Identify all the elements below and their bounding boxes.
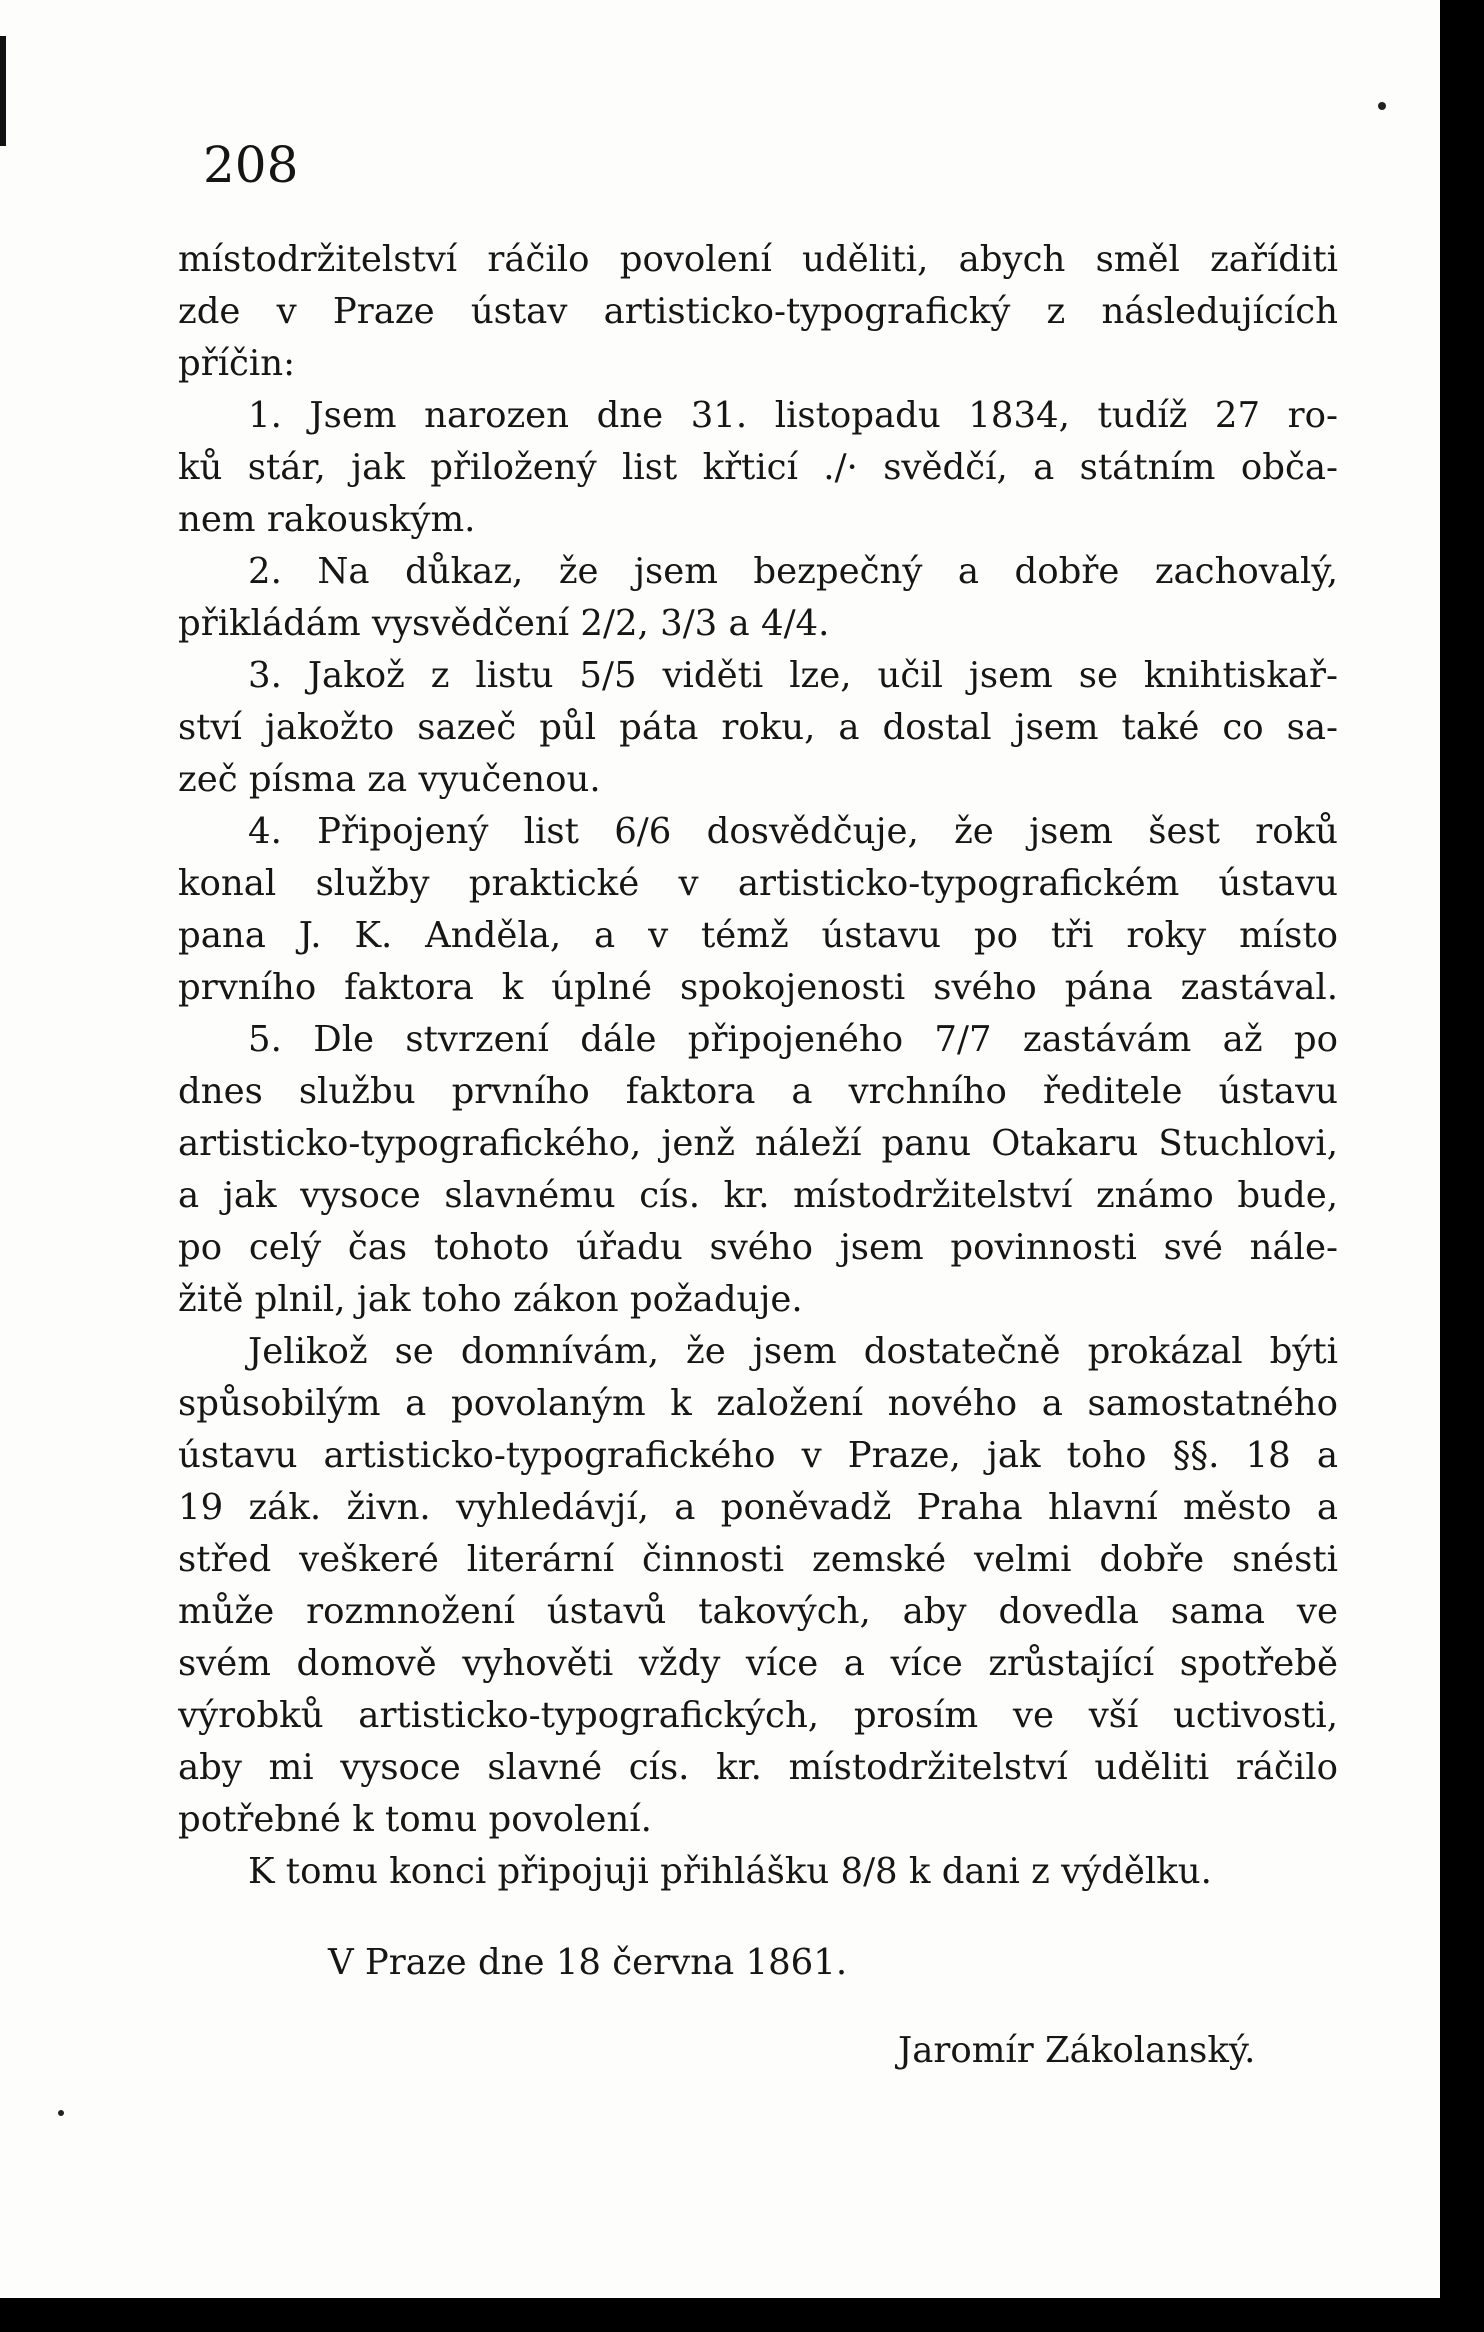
text-line: potřebné k tomu povolení. — [178, 1799, 652, 1840]
text-line: svém domově vyhověti vždy více a více zrůstající spotřebě — [178, 1643, 1338, 1684]
text-line: 3. Jakož z listu 5/5 viděti lze, učil jsem se knihtiskař- — [248, 655, 1338, 696]
text-line: spůsobilým a povolaným k založení nového a samostatného — [178, 1383, 1338, 1424]
text-line: 2. Na důkaz, že jsem bezpečný a dobře zachovalý, — [248, 551, 1338, 592]
text-line: artisticko-typografického, jenž náleží panu Otakaru Stuchlovi, — [178, 1123, 1338, 1164]
ink-speck — [58, 2110, 64, 2116]
text-line: nem rakouským. — [178, 499, 476, 540]
body-text — [178, 234, 1338, 1898]
text-line: ústavu artisticko-typografického v Praze, jak toho §§. 18 a — [178, 1435, 1338, 1476]
text-line: po celý čas tohoto úřadu svého jsem povinnosti své nále- — [178, 1227, 1338, 1268]
text-line: 1. Jsem narozen dne 31. listopadu 1834, tudíž 27 ro- — [248, 395, 1338, 436]
scan-edge-mark — [0, 36, 6, 146]
text-line: aby mi vysoce slavné cís. kr. místodržitelství uděliti ráčilo — [178, 1747, 1338, 1788]
text-line: dnes službu prvního faktora a vrchního ředitele ústavu — [178, 1071, 1338, 1112]
date-line: V Praze dne 18 června 1861. — [328, 1942, 848, 1983]
text-line: přikládám vysvědčení 2/2, 3/3 a 4/4. — [178, 603, 830, 644]
text-line: pana J. K. Anděla, a v témž ústavu po tři roky místo — [178, 915, 1338, 956]
text-line: 19 zák. živn. vyhledávjí, a poněvadž Praha hlavní město a — [178, 1487, 1338, 1528]
text-line: střed veškeré literární činnosti zemské velmi dobře snésti — [178, 1539, 1338, 1580]
text-line: 5. Dle stvrzení dále připojeného 7/7 zastávám až po — [248, 1019, 1338, 1060]
page-number: 208 — [203, 136, 299, 194]
text-line: zeč písma za vyučenou. — [178, 759, 601, 800]
text-line: místodržitelství ráčilo povolení uděliti, abych směl zaříditi — [178, 239, 1338, 280]
text-line: 4. Připojený list 6/6 dosvědčuje, že jsem šest roků — [248, 811, 1338, 852]
text-line: příčin: — [178, 343, 296, 384]
text-line: prvního faktora k úplné spokojenosti svého pána zastával. — [178, 967, 1338, 1008]
signature: Jaromír Zákolanský. — [898, 2030, 1256, 2071]
text-line: konal služby praktické v artisticko-typografickém ústavu — [178, 863, 1338, 904]
text-line: K tomu konci připojuji přihlášku 8/8 k dani z výdělku. — [248, 1851, 1212, 1892]
text-line: Jelikož se domnívám, že jsem dostatečně prokázal býti — [248, 1331, 1338, 1372]
text-line: žitě plnil, jak toho zákon požaduje. — [178, 1279, 803, 1320]
text-line: a jak vysoce slavnému cís. kr. místodržitelství známo bude, — [178, 1175, 1338, 1216]
text-line: může rozmnožení ústavů takových, aby dovedla sama ve — [178, 1591, 1338, 1632]
text-line: ků stár, jak přiložený list křticí ./· svědčí, a státním obča- — [178, 447, 1338, 488]
text-line: výrobků artisticko-typografických, prosím ve vší uctivosti, — [178, 1695, 1338, 1736]
text-line: ství jakožto sazeč půl páta roku, a dostal jsem také co sa- — [178, 707, 1338, 748]
ink-speck — [1378, 102, 1386, 110]
text-line: zde v Praze ústav artisticko-typografický z následujících — [178, 291, 1338, 332]
